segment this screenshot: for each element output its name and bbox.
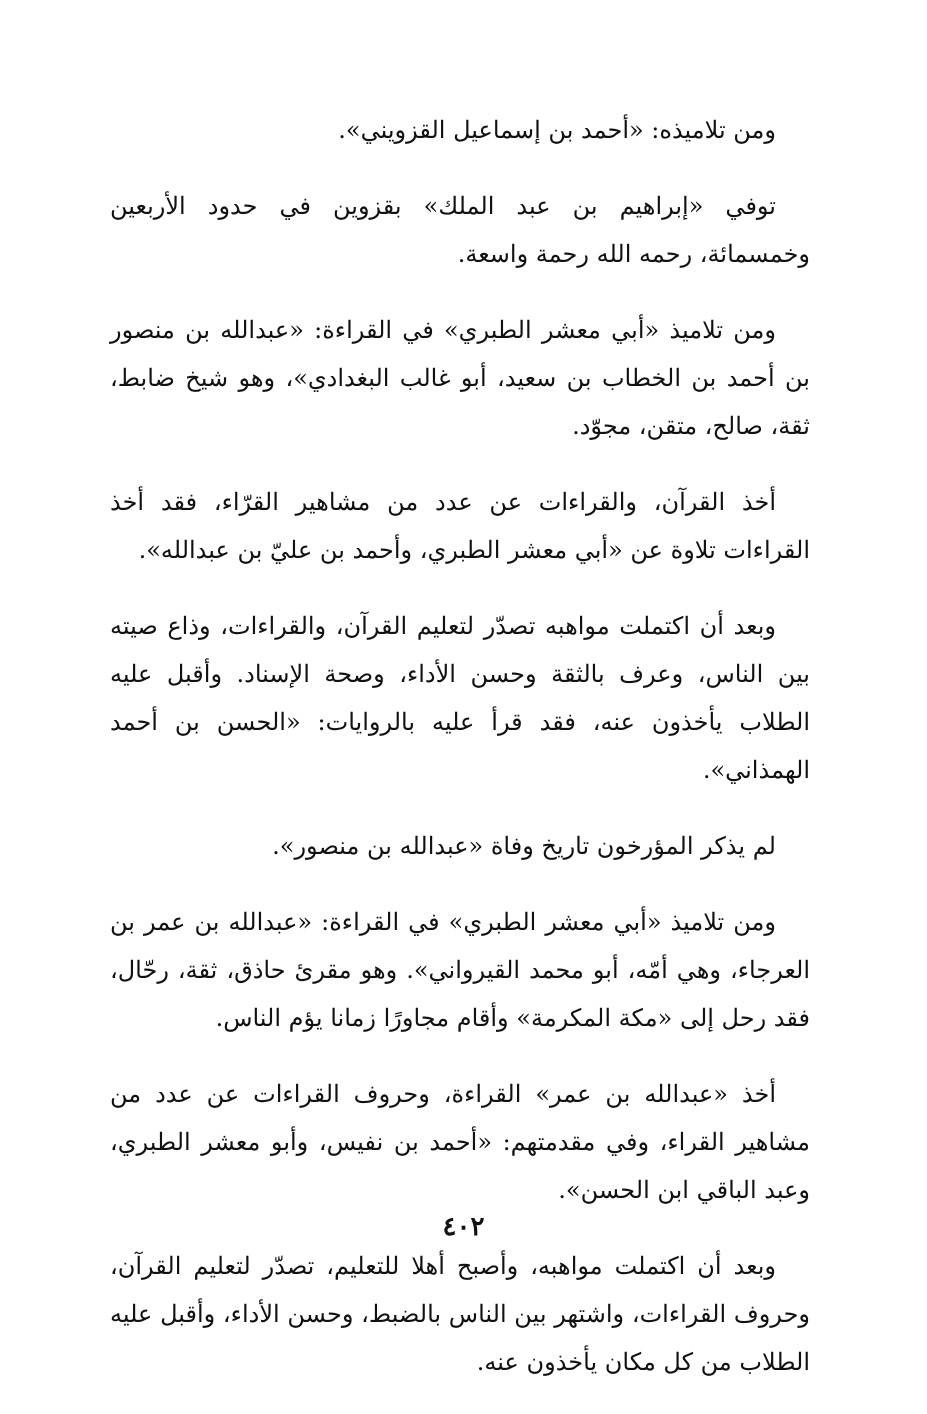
paragraph-abdullah-bin-mansur: ومن تلاميذ «أبي معشر الطبري» في القراءة: «عبدالله بن منصور بن أحمد بن الخطاب بن سعيد، أبو غالب البغدادي»، وهو شيخ ضابط، ثقة، صالح، متقن، مجوّد. [110,316,810,440]
paragraph-abdullah-death: لم يذكر المؤرخون تاريخ وفاة «عبدالله بن منصور». [272,832,776,860]
paragraph-abdullah-bin-umar-teaching: وبعد أن اكتملت مواهبه، وأصبح أهلا للتعليم، تصدّر لتعليم القرآن، وحروف القراءات، واشتهر بين الناس بالضبط، وحسن الأداء، وأقبل عليه الطلاب من كل مكان يأخذون عنه. [110,1252,810,1376]
paragraph-abdullah-bin-umar-teachers: أخذ «عبدالله بن عمر» القراءة، وحروف القراءات عن عدد من مشاهير القراء، وفي مقدمتهم: «أحمد بن نفيس، وأبو معشر الطبري، وعبد الباقي ابن الحسن». [110,1080,810,1204]
page-number: ٤٠٢ [442,1212,485,1242]
paragraph-death-ibrahim: توفي «إبراهيم بن عبد الملك» بقزوين في حدود الأربعين وخمسمائة، رحمه الله رحمة واسعة. [110,192,810,268]
paragraph-abdullah-teachers: أخذ القرآن، والقراءات عن عدد من مشاهير القرّاء، فقد أخذ القراءات تلاوة عن «أبي معشر الطبري، وأحمد بن عليّ بن عبدالله». [110,488,810,564]
paragraph-students-qazwini: ومن تلاميذه: «أحمد بن إسماعيل القزويني». [338,116,776,144]
paragraph-abdullah-teaching: وبعد أن اكتملت مواهبه تصدّر لتعليم القرآن، والقراءات، وذاع صيته بين الناس، وعرف بالثقة وحسن الأداء، وصحة الإسناد. وأقبل عليه الطلاب يأخذون عنه، فقد قرأ عليه بالروايات: «الحسن بن أحمد الهمذاني». [110,612,811,784]
paragraph-abdullah-bin-umar: ومن تلاميذ «أبي معشر الطبري» في القراءة: «عبدالله بن عمر بن العرجاء، وهي أمّه، أبو محمد القيرواني». وهو مقرئ حاذق، ثقة، رحّال، فقد رحل إلى «مكة المكرمة» وأقام مجاورًا زمانا يؤم الناس. [110,908,810,1032]
